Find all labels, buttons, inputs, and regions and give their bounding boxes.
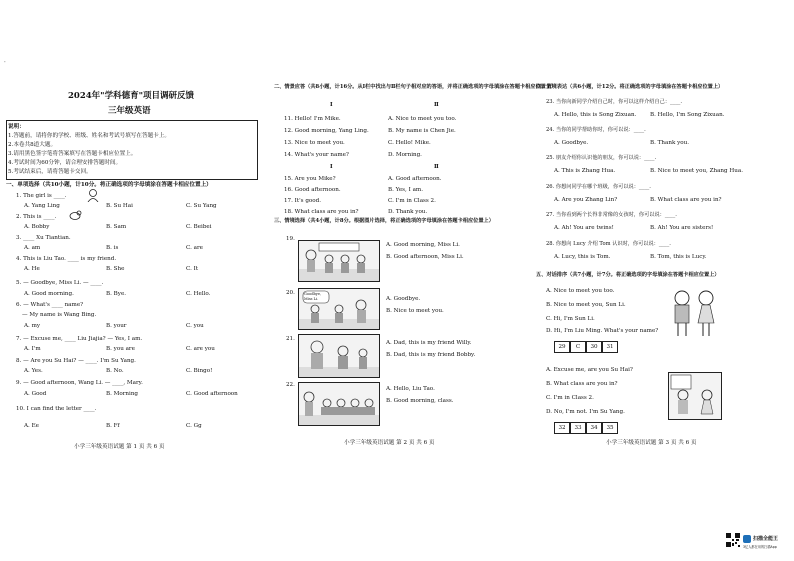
option-a: A. Good bbox=[24, 391, 47, 397]
option-b: B. Su Hai bbox=[106, 203, 133, 209]
option-a: A. Good morning. bbox=[24, 291, 74, 297]
prompt-line: 14. What's your name? bbox=[284, 152, 349, 158]
option-a: A. Bobby bbox=[24, 224, 50, 230]
section-5-heading: 五、对话排序（共7小题，计7分。将正确选项的字母填涂在答题卡相应位置上） bbox=[536, 272, 720, 278]
option-c: C. It bbox=[186, 266, 199, 272]
dialogue-line: B. Nice to meet you, Sun Li. bbox=[546, 302, 626, 308]
teacher-class-picture bbox=[298, 382, 380, 426]
option-a: A. Goodbye. bbox=[554, 140, 589, 146]
question-stem: 2. This is ____. bbox=[16, 214, 57, 220]
section-1-heading: 一、单项选择（共10小题，计10分。将正确选项的字母填涂在答题卡相应位置上） bbox=[6, 182, 212, 188]
question-stem: 25. 朋友介绍你认识他的朋友，你可以说：____. bbox=[546, 155, 657, 161]
option-b: B. She bbox=[106, 266, 125, 272]
exam-title: 2024年"学科德育"项目调研反馈 bbox=[68, 91, 195, 101]
page-1-column bbox=[0, 0, 262, 561]
option-c: C. Beibei bbox=[186, 224, 212, 230]
prompt-line: 16. Good afternoon. bbox=[284, 187, 341, 193]
option-c: C. Gg bbox=[186, 423, 202, 429]
option-a: A. Hello, Liu Tao. bbox=[386, 386, 435, 392]
option-b: B. Good morning, class. bbox=[386, 398, 454, 404]
page-footer: 小学三年级英语试题 第 3 页 共 6 页 bbox=[606, 440, 697, 446]
question-stem: 27. 当你看到两个长得非常像的女孩时，你可以说：____. bbox=[546, 212, 677, 218]
option-a: A. am bbox=[24, 245, 41, 251]
question-stem: 24. 当你的同学帮助你时，你可以说：____. bbox=[546, 127, 646, 133]
question-stem: 10. I can find the letter ____. bbox=[16, 406, 97, 412]
order-cell: 34 bbox=[586, 422, 602, 434]
question-number: 22. bbox=[286, 382, 295, 388]
answer-line: B. Yes, I am. bbox=[388, 187, 424, 193]
speech-bubble-text: Goodbye, Miss Li. bbox=[304, 292, 322, 301]
classroom-kids-picture bbox=[668, 372, 722, 420]
question-stem: 4. This is Liu Tao. ____ is my friend. bbox=[16, 256, 117, 262]
order-cell: 31 bbox=[602, 341, 618, 353]
prompt-line: 11. Hello! I'm Mike. bbox=[284, 116, 341, 122]
question-stem: 28. 你想向 Lucy 介绍 Tom 认识时，你可以说：____. bbox=[546, 241, 671, 247]
order-cell: 33 bbox=[570, 422, 586, 434]
option-c: C. you bbox=[186, 323, 204, 329]
order-cell: 32 bbox=[554, 422, 570, 434]
prompt-line: 18. What class are you in? bbox=[284, 209, 359, 215]
option-b: B. Sam bbox=[106, 224, 127, 230]
prompt-line: 17. It's good. bbox=[284, 198, 321, 204]
instruction-line: 4.考试时间为60分钟，请合理安排答题时间。 bbox=[8, 160, 122, 166]
answer-line: C. I'm in Class 2. bbox=[388, 198, 436, 204]
option-c: C. Hello. bbox=[186, 291, 211, 297]
answer-line: A. Nice to meet you too. bbox=[388, 116, 457, 122]
exam-subject: 三年级英语 bbox=[108, 106, 151, 116]
scanner-app-icon bbox=[743, 535, 751, 543]
prompt-line: 13. Nice to meet you. bbox=[284, 140, 345, 146]
scanner-app-name: 扫描全能王 bbox=[753, 536, 779, 542]
option-a: A. I'm bbox=[24, 346, 41, 352]
instructions-heading: 说明： bbox=[8, 124, 25, 130]
instruction-line: 3.请用黑色签字笔将答案填写在答题卡相应位置上。 bbox=[8, 151, 137, 157]
option-b: B. you are bbox=[106, 346, 135, 352]
order-cell: 29 bbox=[554, 341, 570, 353]
question-stem: 23. 当你向新同学介绍自己时，你可以这样介绍自己：____. bbox=[546, 99, 683, 105]
page-mark: · bbox=[4, 60, 6, 66]
column-i-label: Ⅰ bbox=[330, 102, 333, 108]
option-c: C. are you bbox=[186, 346, 215, 352]
option-a: A. Good morning, Miss Li. bbox=[386, 242, 460, 248]
option-c: C. are bbox=[186, 245, 203, 251]
answer-line: B. My name is Chen Jie. bbox=[388, 128, 456, 134]
option-a: A. Are you Zhang Lin? bbox=[554, 197, 618, 203]
section-2-heading: 二、情景应答（共8小题，计16分。从Ⅰ栏中找出与Ⅱ栏句子相对应的答语，并将正确选项的字母填涂在答题卡相应位置上） bbox=[274, 84, 557, 90]
order-cell: C bbox=[570, 341, 586, 353]
option-b: B. Morning bbox=[106, 391, 139, 397]
goodbye-picture bbox=[298, 288, 380, 330]
option-a: A. Ee bbox=[24, 423, 39, 429]
option-c: C. Good afternoon bbox=[186, 391, 238, 397]
instruction-line: 1.答题前，请将你的学校、班级、姓名和考试号填写在答题卡上。 bbox=[8, 133, 170, 139]
option-b: B. Ah! You are sisters! bbox=[650, 225, 714, 231]
question-number: 20. bbox=[286, 290, 295, 296]
option-a: A. my bbox=[24, 323, 41, 329]
dialogue-line: A. Excuse me, are you Su Hai? bbox=[546, 367, 633, 373]
option-a: A. Dad, this is my friend Willy. bbox=[386, 340, 472, 346]
dog-picture bbox=[68, 209, 82, 221]
option-b: B. Nice to meet you. bbox=[386, 308, 444, 314]
dialogue-line: A. Nice to meet you too. bbox=[546, 288, 615, 294]
instruction-line: 5.考试结束后，请将答题卡交回。 bbox=[8, 169, 92, 175]
question-stem: 8. — Are you Su Hai? — ____. I'm Su Yang. bbox=[16, 358, 136, 364]
question-stem: 1. The girl is ____. bbox=[16, 193, 67, 199]
order-cell: 35 bbox=[602, 422, 618, 434]
option-b: B. your bbox=[106, 323, 127, 329]
question-stem: 9. — Good afternoon, Wang Li. — ____, Mary. bbox=[16, 380, 143, 386]
classroom-picture bbox=[298, 240, 380, 282]
option-a: A. Yes. bbox=[24, 368, 43, 374]
section-3-heading: 三、情境选择（共4小题，计8分。根据图片选择，将正确选项的字母填涂在答题卡相应位置上） bbox=[274, 218, 494, 224]
qr-code-icon bbox=[726, 532, 740, 546]
scanner-app-slogan: 3亿人都在用的扫描App bbox=[743, 545, 777, 549]
page-2-column bbox=[270, 0, 557, 561]
question-stem: 3. ____ Xu Tiantian. bbox=[16, 235, 71, 241]
option-b: B. Good afternoon, Miss Li. bbox=[386, 254, 464, 260]
column-i-label-2: Ⅰ bbox=[330, 164, 333, 170]
question-number: 21. bbox=[286, 336, 295, 342]
answer-line: C. Hello! Mike. bbox=[388, 140, 431, 146]
option-a: A. This is Zhang Hua. bbox=[554, 168, 616, 174]
dialogue-line: B. What class are you in? bbox=[546, 381, 618, 387]
option-b: B. Nice to meet you, Zhang Hua. bbox=[650, 168, 743, 174]
answer-line: D. Thank you. bbox=[388, 209, 428, 215]
dialogue-line: D. No, I'm not. I'm Su Yang. bbox=[546, 409, 625, 415]
prompt-line: 12. Good morning, Yang Ling. bbox=[284, 128, 369, 134]
question-stem: 26. 你想问同学在哪个班级，你可以说：____. bbox=[546, 184, 651, 190]
section-4-heading: 四、情境表达（共6小题，计12分。将正确选项的字母填涂在答题卡相应位置上） bbox=[536, 84, 724, 90]
option-b: B. Tom, this is Lucy. bbox=[650, 254, 707, 260]
dialogue-line: C. Hi, I'm Sun Li. bbox=[546, 316, 595, 322]
option-c: C. Bingo! bbox=[186, 368, 213, 374]
question-number: 19. bbox=[286, 236, 295, 242]
option-a: A. Yang Ling bbox=[24, 203, 60, 209]
option-a: A. Goodbye. bbox=[386, 296, 421, 302]
question-stem: 7. — Excuse me, ____ Liu Jiajia? — Yes, I am. bbox=[16, 336, 143, 342]
two-kids-picture bbox=[668, 286, 718, 338]
column-ii-label: Ⅱ bbox=[434, 102, 439, 108]
option-c: C. Su Yang bbox=[186, 203, 217, 209]
question-stem: 6. — What's ____ name? bbox=[16, 302, 84, 308]
option-b: B. is bbox=[106, 245, 119, 251]
dialogue-line: C. I'm in Class 2. bbox=[546, 395, 594, 401]
option-b: B. Ff bbox=[106, 423, 120, 429]
page-3-column bbox=[532, 0, 794, 561]
answer-line: A. Good afternoon. bbox=[388, 176, 442, 182]
page-footer: 小学三年级英语试题 第 2 页 共 6 页 bbox=[344, 440, 435, 446]
option-b: B. Bye. bbox=[106, 291, 127, 297]
option-a: A. He bbox=[24, 266, 40, 272]
order-cell: 30 bbox=[586, 341, 602, 353]
girl-picture bbox=[86, 188, 100, 202]
question-stem-line2: — My name is Wang Bing. bbox=[22, 312, 97, 318]
option-b: B. What class are you in? bbox=[650, 197, 722, 203]
question-stem: 5. — Goodbye, Miss Li. — ____. bbox=[16, 280, 104, 286]
option-b: B. No. bbox=[106, 368, 124, 374]
option-a: A. Ah! You are twins! bbox=[554, 225, 614, 231]
instruction-line: 2.本卷共8道大题。 bbox=[8, 142, 57, 148]
option-a: A. Hello, this is Song Zixuan. bbox=[554, 112, 637, 118]
page-footer: 小学三年级英语试题 第 1 页 共 6 页 bbox=[74, 444, 165, 450]
option-b: B. Dad, this is my friend Bobby. bbox=[386, 352, 476, 358]
column-ii-label-2: Ⅱ bbox=[434, 164, 439, 170]
dialogue-line: D. Hi, I'm Liu Ming. What's your name? bbox=[546, 328, 659, 334]
prompt-line: 15. Are you Mike? bbox=[284, 176, 336, 182]
option-a: A. Lucy, this is Tom. bbox=[554, 254, 611, 260]
option-b: B. Hello, I'm Song Zixuan. bbox=[650, 112, 725, 118]
option-b: B. Thank you. bbox=[650, 140, 690, 146]
answer-line: D. Morning. bbox=[388, 152, 422, 158]
family-picture bbox=[298, 334, 380, 378]
